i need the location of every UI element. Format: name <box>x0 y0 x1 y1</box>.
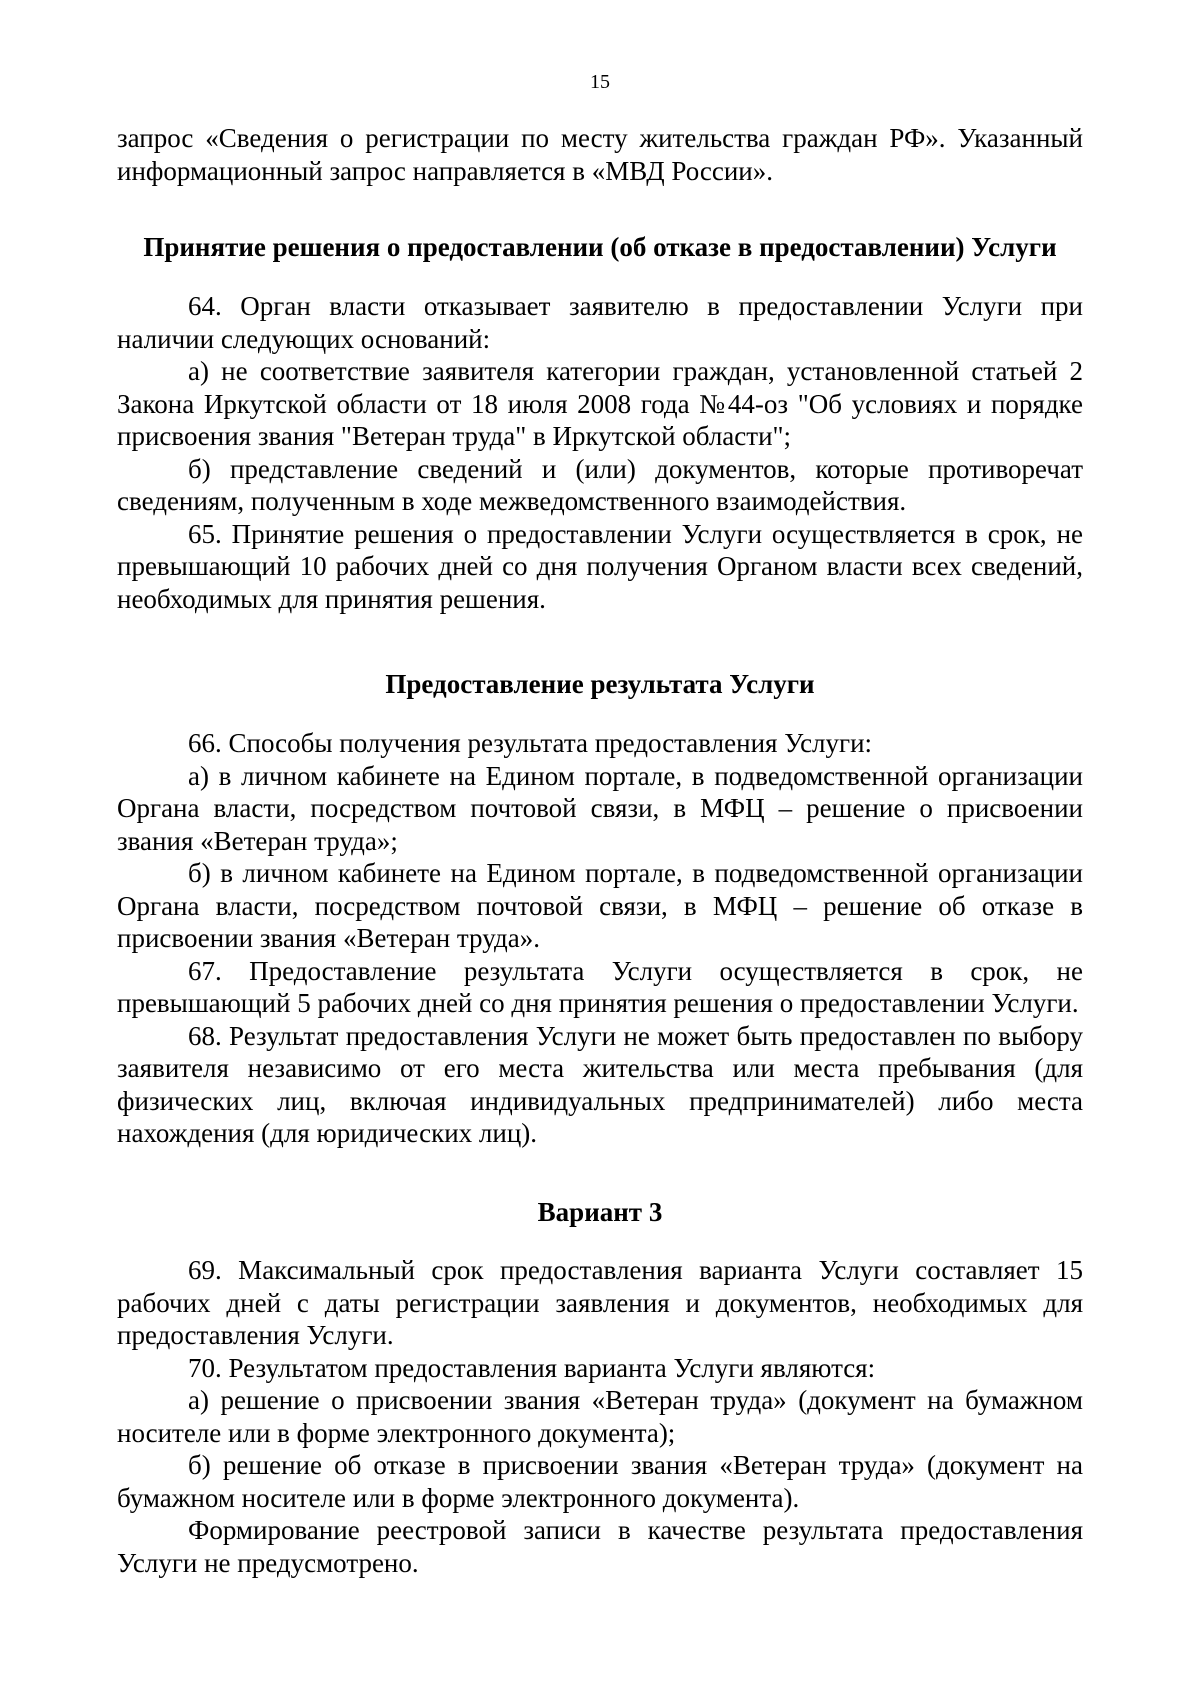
section-result-body <box>117 727 1083 1150</box>
intro-block <box>117 122 1083 187</box>
section-heading-result: Предоставление результата Услуги <box>385 669 815 699</box>
paragraph: б) в личном кабинете на Едином портале, в подведомственной организации Органа власти, посредством почтовой связи, в МФЦ – решение об отказе в присвоении звания «Ветеран труда». <box>117 858 1083 953</box>
paragraph: а) не соответствие заявителя категории граждан, установленной статьей 2 Закона Иркутской области от 18 июля 2008 года №44-оз "Об условиях и порядке присвоения звания "Ветеран труда" в Иркутской области"; <box>117 356 1083 451</box>
page-number: 15 <box>590 71 610 93</box>
paragraph: Формирование реестровой записи в качестве результата предоставления Услуги не предусмотрено. <box>117 1515 1083 1578</box>
section-heading-variant: Вариант 3 <box>537 1197 663 1227</box>
paragraph: 64. Орган власти отказывает заявителю в предоставлении Услуги при наличии следующих оснований: <box>117 291 1083 354</box>
paragraph: 65. Принятие решения о предоставлении Услуги осуществляется в срок, не превышающий 10 рабочих дней со дня получения Органом власти всех сведений, необходимых для принятия решения. <box>117 518 1083 614</box>
paragraph: 66. Способы получения результата предоставления Услуги: <box>188 728 873 758</box>
paragraph: б) представление сведений и (или) документов, которые противоречат сведениям, полученным в ходе межведомственного взаимодействия. <box>117 453 1083 516</box>
paragraph: а) в личном кабинете на Едином портале, в подведомственной организации Органа власти, посредством почтовой связи, в МФЦ – решение о присвоении звания «Ветеран труда»; <box>117 760 1083 856</box>
paragraph: 69. Максимальный срок предоставления варианта Услуги составляет 15 рабочих дней с даты регистрации заявления и документов, необходимых для предоставления Услуги. <box>117 1255 1083 1350</box>
section-decision-body <box>117 290 1083 615</box>
paragraph: 67. Предоставление результата Услуги осуществляется в срок, не превышающий 5 рабочих дней со дня принятия решения о предоставлении Услуги. <box>117 955 1083 1018</box>
section-variant-body <box>117 1254 1083 1579</box>
paragraph: 68. Результат предоставления Услуги не может быть предоставлен по выбору заявителя независимо от его места жительства или места пребывания (для физических лиц, включая индивидуальных предпринимателей) либо места нахождения (для юридических лиц). <box>117 1020 1083 1148</box>
paragraph: а) решение о присвоении звания «Ветеран труда» (документ на бумажном носителе или в форме электронного документа); <box>117 1385 1083 1448</box>
paragraph: б) решение об отказе в присвоении звания «Ветеран труда» (документ на бумажном носителе или в форме электронного документа). <box>117 1450 1083 1513</box>
section-heading-decision: Принятие решения о предоставлении (об отказе в предоставлении) Услуги <box>143 232 1057 262</box>
paragraph: 70. Результатом предоставления варианта Услуги являются: <box>188 1352 876 1383</box>
intro-paragraph: запрос «Сведения о регистрации по месту жительства граждан РФ». Указанный информационный запрос направляется в «МВД России». <box>117 123 1083 186</box>
